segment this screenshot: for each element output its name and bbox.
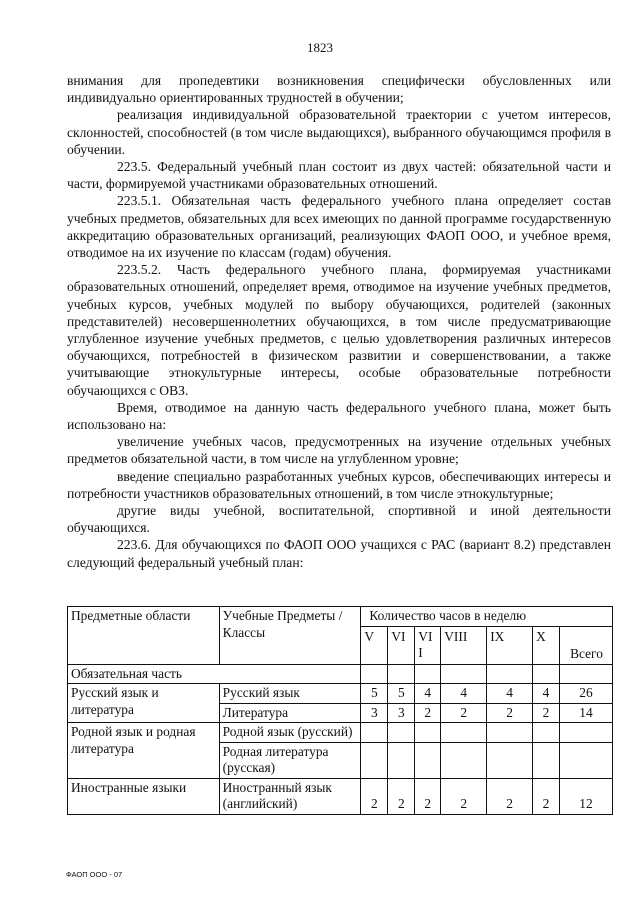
hours-cell: 5	[388, 684, 415, 704]
body-text	[67, 72, 611, 571]
curriculum-table	[67, 606, 613, 815]
subject-cell: Литература	[219, 703, 361, 723]
hours-cell	[441, 742, 487, 778]
hours-cell: 4	[441, 684, 487, 704]
paragraph: введение специально разработанных учебных курсов, обеспечивающих интересы и потребности участников образовательных отношений, в том числе этнокультурные;	[67, 468, 611, 501]
hours-cell: 2	[533, 703, 560, 723]
grade-header: X	[533, 626, 560, 664]
mandatory-part-row	[68, 664, 613, 684]
total-cell: 14	[560, 703, 613, 723]
hours-cell	[415, 742, 441, 778]
hours-cell: 4	[487, 684, 533, 704]
paragraph: 223.5.1. Обязательная часть федерального учебного плана определяет состав учебных предметов, обязательных для всех имеющих по данной программе государственную аккредитацию образовательных организаций, реализующих ФАОП ООО, и учебное время, отводимое на их изучение по классам (годам) обучения.	[67, 193, 611, 261]
subject-cell: Русский язык	[219, 684, 361, 704]
grade-header: IX	[487, 626, 533, 664]
total-cell: 12	[560, 778, 613, 814]
hours-cell	[388, 742, 415, 778]
hours-cell	[441, 723, 487, 743]
hours-cell	[361, 742, 388, 778]
hours-cell: 2	[415, 778, 441, 814]
subject-area-cell: Родной язык и родная литература	[68, 723, 220, 779]
hours-cell	[388, 723, 415, 743]
paragraph: 223.5.2. Часть федерального учебного плана, формируемая участниками образовательных отношений, определяет время, отводимое на изучение учебных предметов, учебных курсов, учебных модулей по выбору обучающихся, родителей (законных представителей) несовершеннолетних обучающихся, в том числе предусматривающие углубленное изучение учебных предметов, с целью удовлетворения различных интересов обучающихся, потребностей в физическом развитии и совершенствовании, а также учитывающие этнокультурные интересы, особые образовательные потребности обучающихся с ОВЗ.	[67, 262, 611, 398]
paragraph: другие виды учебной, воспитательной, спортивной и иной деятельности обучающихся.	[67, 503, 611, 536]
total-cell	[560, 742, 613, 778]
hours-cell	[487, 723, 533, 743]
subject-areas-header: Предметные области	[68, 607, 220, 665]
hours-cell: 2	[533, 778, 560, 814]
subject-cell: Родная литература (русская)	[219, 742, 361, 778]
grade-header: VI I	[415, 626, 441, 664]
subject-cell: Иностранный язык (английский)	[219, 778, 361, 814]
hours-cell: 4	[533, 684, 560, 704]
hours-cell	[533, 742, 560, 778]
hours-cell	[361, 723, 388, 743]
header-row	[68, 607, 613, 627]
paragraph: 223.6. Для обучающихся по ФАОП ООО учащихся с РАС (вариант 8.2) представлен следующий федеральный учебный план:	[67, 537, 611, 570]
page-number: 1823	[307, 40, 333, 55]
hours-cell: 2	[441, 703, 487, 723]
subjects-header: Учебные Предметы / Классы	[219, 607, 361, 665]
grade-header: VIII	[441, 626, 487, 664]
paragraph: 223.5. Федеральный учебный план состоит из двух частей: обязательной части и части, формируемой участниками образовательных отношений.	[67, 159, 611, 192]
paragraph: Время, отводимое на данную часть федерального учебного плана, может быть использовано на:	[67, 399, 611, 433]
hours-cell: 5	[361, 684, 388, 704]
subject-area-cell: Иностранные языки	[68, 778, 220, 814]
hours-cell: 2	[388, 778, 415, 814]
hours-cell: 2	[487, 703, 533, 723]
total-header: Всего	[560, 626, 613, 664]
table-row	[68, 778, 613, 814]
hours-cell: 3	[388, 703, 415, 723]
hours-cell: 2	[361, 778, 388, 814]
hours-cell: 2	[415, 703, 441, 723]
hours-cell	[487, 742, 533, 778]
paragraph: увеличение учебных часов, предусмотренных на изучение отдельных учебных предметов обязательной части, в том числе на углубленном уровне;	[67, 434, 611, 467]
hours-header: Количество часов в неделю	[361, 607, 613, 627]
total-cell: 26	[560, 684, 613, 704]
paragraph: внимания для пропедевтики возникновения специфически обусловленных или индивидуально ориентированных трудностей в обучении;	[67, 73, 611, 106]
subject-cell: Родной язык (русский)	[219, 723, 361, 743]
hours-cell	[415, 723, 441, 743]
hours-cell: 3	[361, 703, 388, 723]
grade-header: V	[361, 626, 388, 664]
hours-cell: 4	[415, 684, 441, 704]
hours-cell: 2	[487, 778, 533, 814]
footer-code: ФАОП ООО - 07	[66, 870, 123, 879]
subject-area-cell: Русский язык и литература	[68, 684, 220, 723]
table-row	[68, 723, 613, 743]
hours-cell	[533, 723, 560, 743]
total-cell	[560, 723, 613, 743]
table-row	[68, 684, 613, 704]
grade-header: VI	[388, 626, 415, 664]
paragraph: реализация индивидуальной образовательной траектории с учетом интересов, склонностей, способностей (в том числе выдающихся), выбранного обучающимся профиля в обучении.	[67, 107, 611, 157]
hours-cell: 2	[441, 778, 487, 814]
mandatory-part-label: Обязательная часть	[68, 664, 361, 684]
